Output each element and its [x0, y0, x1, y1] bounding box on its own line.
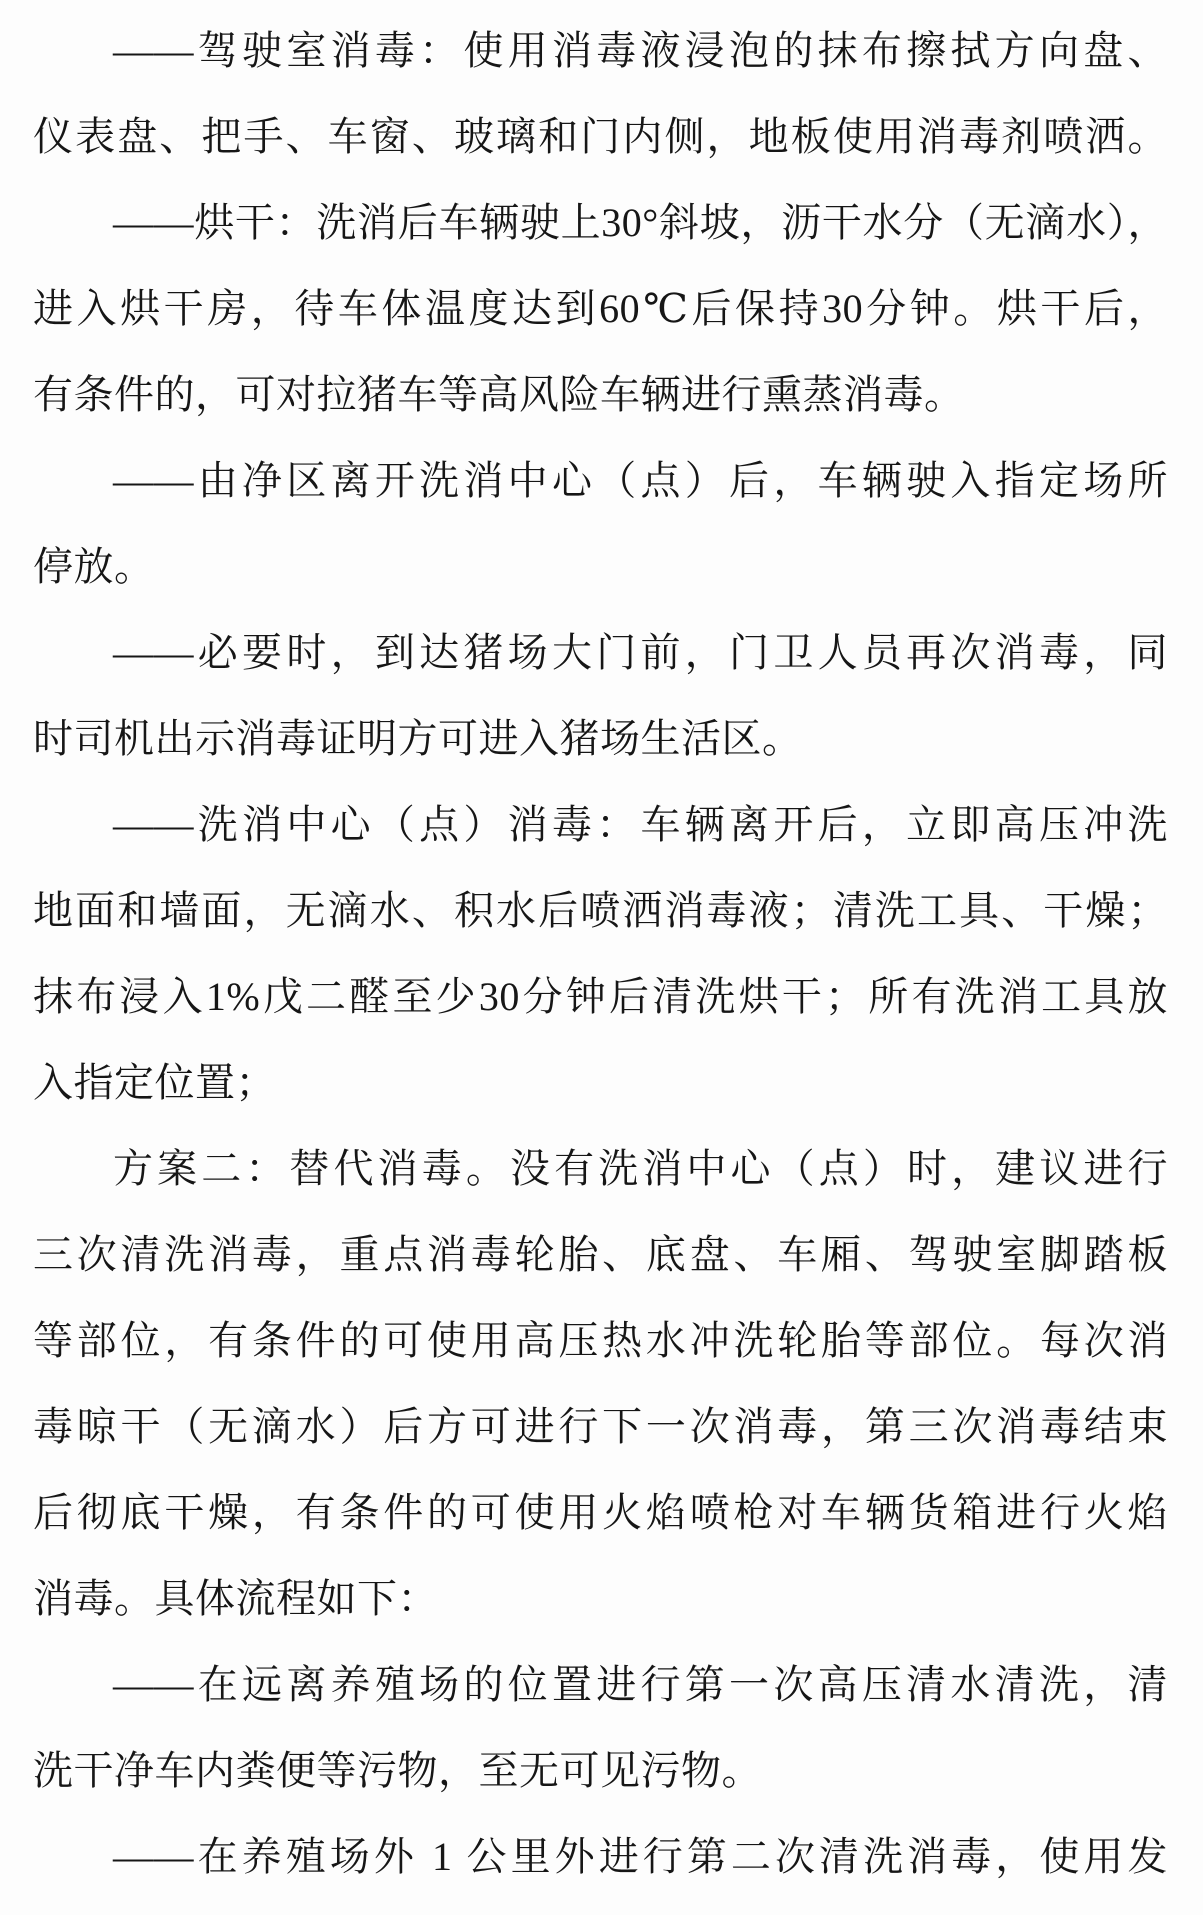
- text-line: 后彻底干燥，有条件的可使用火焰喷枪对车辆货箱进行火焰: [33, 1490, 1168, 1535]
- text-line: 等部位，有条件的可使用高压热水冲洗轮胎等部位。每次消: [33, 1318, 1168, 1363]
- text-line: 消毒。具体流程如下：: [33, 1576, 438, 1621]
- text-line: ——洗消中心（点）消毒：车辆离开后，立即高压冲洗: [113, 802, 1168, 847]
- text-line: 有条件的，可对拉猪车等高风险车辆进行熏蒸消毒。: [33, 372, 965, 417]
- text-line: 抹布浸入1%戊二醛至少30分钟后清洗烘干；所有洗消工具放: [33, 974, 1168, 1019]
- text-line: 进入烘干房，待车体温度达到60℃后保持30分钟。烘干后，: [33, 286, 1168, 331]
- text-line: 停放。: [33, 544, 155, 589]
- text-line: ——由净区离开洗消中心（点）后，车辆驶入指定场所: [113, 458, 1168, 503]
- text-line: 方案二：替代消毒。没有洗消中心（点）时，建议进行: [113, 1146, 1168, 1191]
- text-line: ——烘干：洗消后车辆驶上30°斜坡，沥干水分（无滴水），: [113, 200, 1168, 245]
- text-line: 洗干净车内粪便等污物，至无可见污物。: [33, 1748, 762, 1793]
- text-line: 三次清洗消毒，重点消毒轮胎、底盘、车厢、驾驶室脚踏板: [33, 1232, 1168, 1277]
- text-line: 仪表盘、把手、车窗、玻璃和门内侧，地板使用消毒剂喷洒。: [33, 114, 1168, 159]
- text-line: ——在远离养殖场的位置进行第一次高压清水清洗，清: [113, 1662, 1168, 1707]
- text-line: ——驾驶室消毒：使用消毒液浸泡的抹布擦拭方向盘、: [113, 28, 1168, 73]
- text-line: ——在养殖场外 1 公里外进行第二次清洗消毒，使用发: [113, 1834, 1168, 1879]
- text-line: 毒晾干（无滴水）后方可进行下一次消毒，第三次消毒结束: [33, 1404, 1168, 1449]
- text-line: ——必要时，到达猪场大门前，门卫人员再次消毒，同: [113, 630, 1168, 675]
- text-line: 地面和墙面，无滴水、积水后喷洒消毒液；清洗工具、干燥；: [33, 888, 1168, 933]
- text-line: 时司机出示消毒证明方可进入猪场生活区。: [33, 716, 803, 761]
- text-line: 入指定位置；: [33, 1060, 276, 1105]
